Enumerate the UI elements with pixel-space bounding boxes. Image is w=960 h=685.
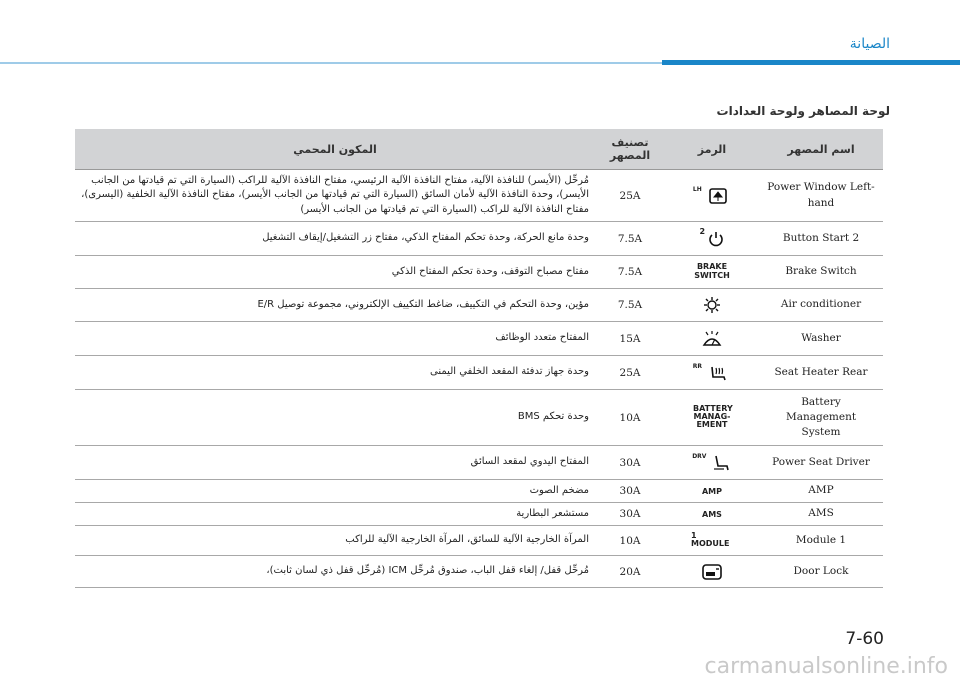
row-name: Battery Management System <box>759 390 883 446</box>
power-window-lh-icon: LH <box>665 170 759 222</box>
table-row <box>75 556 883 588</box>
air-conditioner-icon <box>665 289 759 322</box>
brake-switch-label: BRAKE SWITCH <box>694 262 730 280</box>
row-rating: 30A <box>595 480 665 503</box>
ams-label: AMS <box>702 510 722 519</box>
row-name: Button Start 2 <box>759 222 883 256</box>
row-name: AMP <box>759 480 883 503</box>
row-rating: 7.5A <box>595 256 665 289</box>
row-name: Air conditioner <box>759 289 883 322</box>
seat-heater-rear-icon: RR <box>665 356 759 390</box>
row-rating: 30A <box>595 503 665 526</box>
row-description: مضخم الصوت <box>75 480 595 503</box>
header-description: المكون المحمي <box>75 129 595 170</box>
table-header-row <box>75 129 883 170</box>
row-description: المرآة الخارجية الآلية للسائق، المرآة الخارجية الآلية للراكب <box>75 526 595 556</box>
table-row <box>75 446 883 480</box>
row-rating: 30A <box>595 446 665 480</box>
row-name: Power Seat Driver <box>759 446 883 480</box>
door-lock-icon <box>665 556 759 588</box>
row-rating: 20A <box>595 556 665 588</box>
row-description: مُرحِّل (الأيسر) للنافذة الآلية، مفتاح النافذة الآلية الرئيسي، مفتاح النافذة الآلية للراكب (السيارة التي تم قيادتها من الجانب الأيسر)، وحدة النافذة الآلية لأمان السائق (السيارة التي تم قيادتها من الجانب الأيسر)، مفتاح النافذة الآلية الخلفية (اليسرى)، مفتاح النافذة الآلية للراكب (السيارة التي تم قيادتها من الجانب الأيسر) <box>75 170 595 222</box>
row-description: مفتاح مصباح التوقف، وحدة تحكم المفتاح الذكي <box>75 256 595 289</box>
row-description: وحدة تحكم BMS <box>75 390 595 446</box>
table-row <box>75 170 883 222</box>
row-name: Brake Switch <box>759 256 883 289</box>
row-description: المفتاح اليدوي لمقعد السائق <box>75 446 595 480</box>
amp-label: AMP <box>701 487 722 496</box>
row-rating: 25A <box>595 356 665 390</box>
row-description: مُرحِّل قفل/ إلغاء قفل الباب، صندوق مُرحِّل ICM (مُرحِّل قفل ذي لسان ثابت)، <box>75 556 595 588</box>
page-number: 7-60 <box>845 629 884 649</box>
row-rating: 15A <box>595 322 665 356</box>
row-description: المفتاح متعدد الوظائف <box>75 322 595 356</box>
table-row <box>75 322 883 356</box>
row-description: مستشعر البطارية <box>75 503 595 526</box>
header-symbol: الرمز <box>665 129 759 170</box>
row-name: Door Lock <box>759 556 883 588</box>
watermark: carmanualsonline.info <box>704 654 948 679</box>
table-row <box>75 526 883 556</box>
table-row <box>75 256 883 289</box>
battery-management-label: BATTERY MANAG- EMENT <box>693 403 733 430</box>
row-description: وحدة جهاز تدفئة المقعد الخلفي اليمنى <box>75 356 595 390</box>
button-start-icon: 2 <box>665 222 759 256</box>
fuse-table <box>75 129 883 588</box>
row-rating: 10A <box>595 526 665 556</box>
row-rating: 10A <box>595 390 665 446</box>
power-seat-driver-icon: DRV <box>665 446 759 480</box>
header-name: اسم المصهر <box>759 129 883 170</box>
row-name: Power Window Left-hand <box>759 170 883 222</box>
row-name: Module 1 <box>759 526 883 556</box>
row-description: مؤين، وحدة التحكم في التكييف، ضاغط التكييف الإلكتروني، مجموعة توصيل E/R <box>75 289 595 322</box>
row-name: AMS <box>759 503 883 526</box>
row-description: وحدة مانع الحركة، وحدة تحكم المفتاح الذكي، مفتاح زر التشغيل/إيقاف التشغيل <box>75 222 595 256</box>
table-row <box>75 222 883 256</box>
section-title: لوحة المصاهر ولوحة العدادات <box>716 104 890 118</box>
header-rating: تصنيف المصهر <box>595 129 665 170</box>
row-name: Seat Heater Rear <box>759 356 883 390</box>
table-row <box>75 480 883 503</box>
table-row <box>75 356 883 390</box>
header-rule-accent <box>662 60 960 65</box>
washer-icon <box>665 322 759 356</box>
table-row <box>75 289 883 322</box>
row-rating: 25A <box>595 170 665 222</box>
table-row <box>75 390 883 446</box>
chapter-title: الصيانة <box>849 36 890 52</box>
row-rating: 7.5A <box>595 222 665 256</box>
module-label: 1 MODULE <box>691 530 730 549</box>
row-name: Washer <box>759 322 883 356</box>
table-row <box>75 503 883 526</box>
row-rating: 7.5A <box>595 289 665 322</box>
